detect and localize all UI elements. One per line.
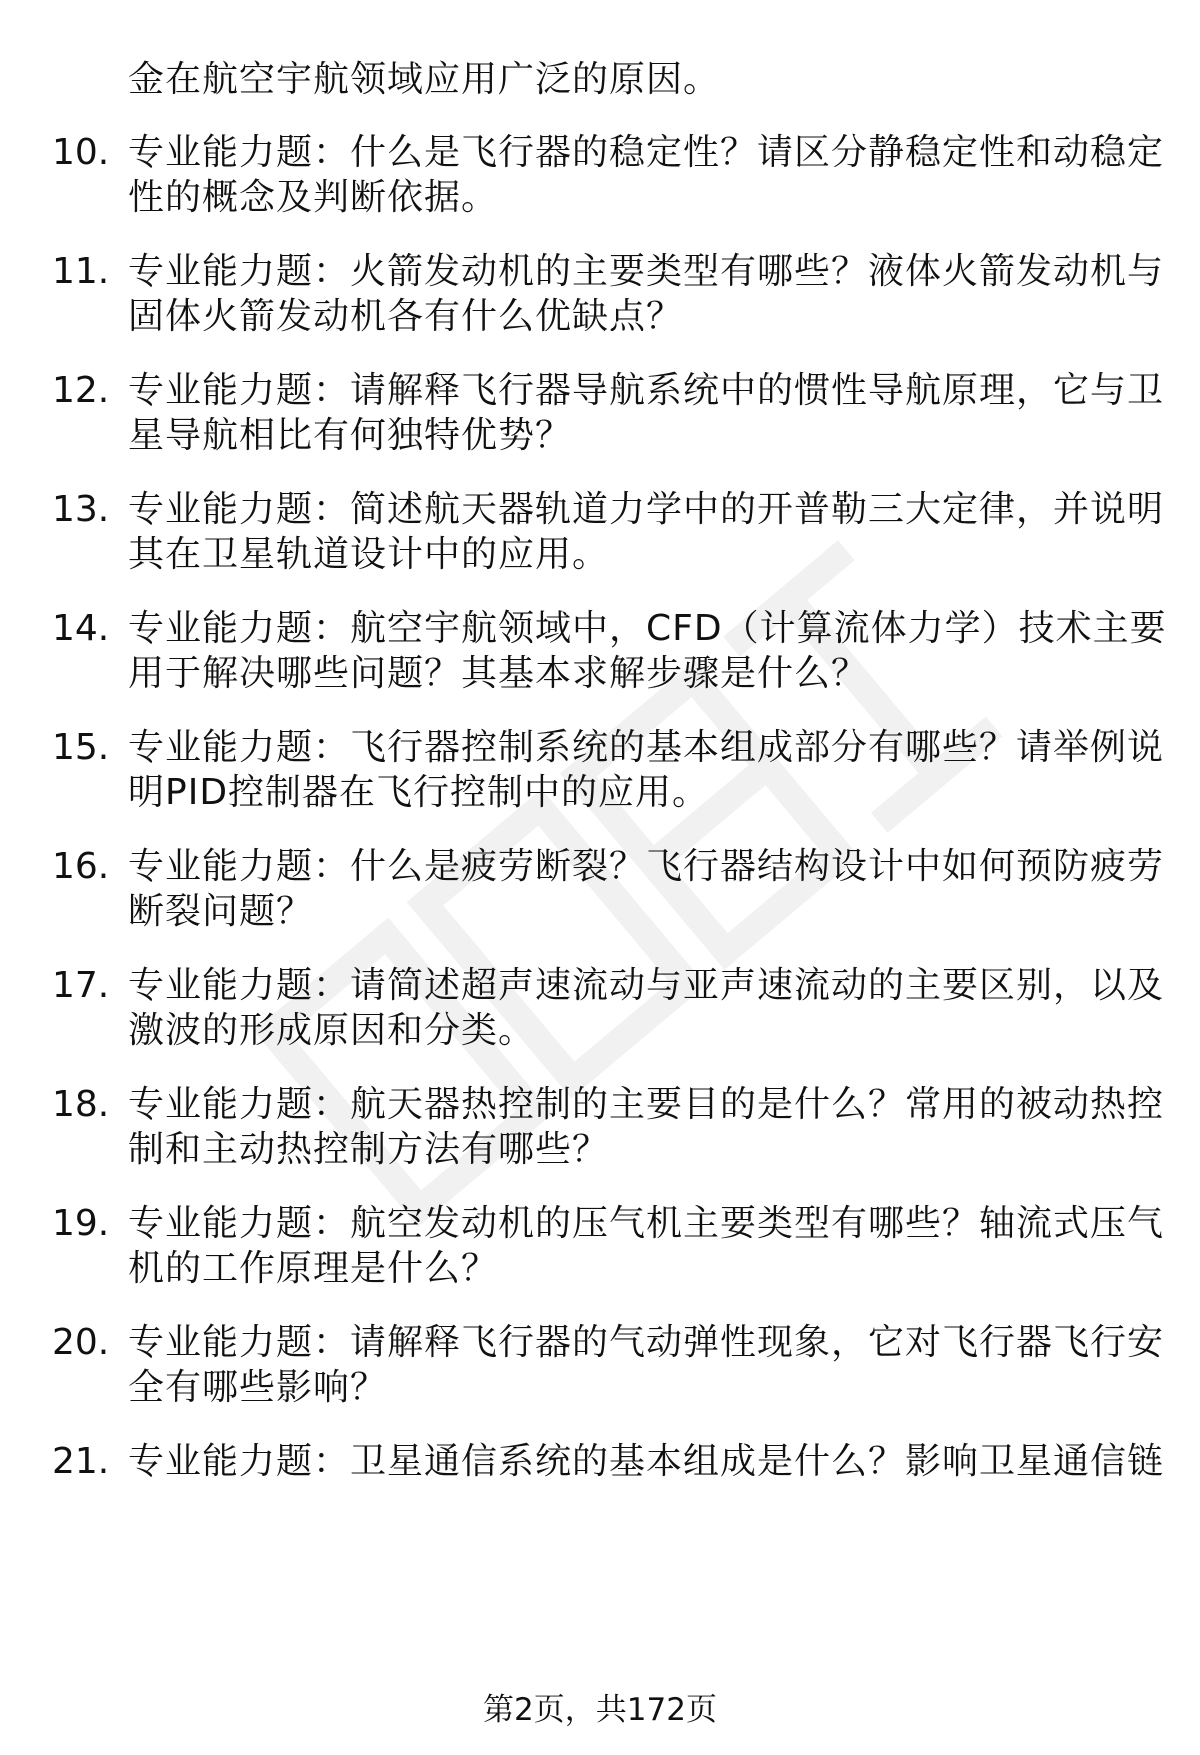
item-text-line1: 专业能力题：请解释飞行器的气动弹性现象，它对飞行器飞行安	[128, 1322, 1165, 1363]
item-text-line2: 机的工作原理是什么？	[128, 1248, 499, 1289]
item-text-line1: 专业能力题：航天器热控制的主要目的是什么？常用的被动热控	[128, 1084, 1165, 1125]
item-text-line1: 专业能力题：请简述超声速流动与亚声速流动的主要区别，以及	[128, 965, 1165, 1006]
item-number: 18.	[52, 1084, 110, 1125]
item-number: 17.	[52, 965, 110, 1006]
item-text-line1: 专业能力题：卫星通信系统的基本组成是什么？影响卫星通信链	[128, 1441, 1165, 1482]
item-number: 15.	[52, 727, 110, 768]
item-number: 14.	[52, 608, 110, 649]
item-number: 20.	[52, 1322, 110, 1363]
continuation-line: 金在航空宇航领域应用广泛的原因。	[128, 59, 721, 100]
item-number: 21.	[52, 1441, 110, 1482]
item-text-line1: 专业能力题：飞行器控制系统的基本组成部分有哪些？请举例说	[128, 727, 1165, 768]
item-number: 12.	[52, 370, 110, 411]
item-text-line2: 全有哪些影响？	[128, 1367, 388, 1408]
item-text-line1: 专业能力题：航空发动机的压气机主要类型有哪些？轴流式压气	[128, 1203, 1165, 1244]
item-number: 11.	[52, 251, 110, 292]
item-text-line1: 专业能力题：请解释飞行器导航系统中的惯性导航原理，它与卫	[128, 370, 1165, 411]
item-text-line1: 专业能力题：航空宇航领域中，CFD（计算流体力学）技术主要	[128, 608, 1167, 649]
item-text-line2: 明PID控制器在飞行控制中的应用。	[128, 772, 710, 813]
item-number: 10.	[52, 132, 110, 173]
item-number: 13.	[52, 489, 110, 530]
item-text-line2: 星导航相比有何独特优势？	[128, 415, 573, 456]
item-text-line2: 用于解决哪些问题？其基本求解步骤是什么？	[128, 653, 869, 694]
item-text-line2: 断裂问题？	[128, 891, 314, 932]
item-text-line2: 激波的形成原因和分类。	[128, 1010, 536, 1051]
item-number: 19.	[52, 1203, 110, 1244]
item-text-line1: 专业能力题：火箭发动机的主要类型有哪些？液体火箭发动机与	[128, 251, 1165, 292]
item-text-line1: 专业能力题：简述航天器轨道力学中的开普勒三大定律，并说明	[128, 489, 1165, 530]
item-number: 16.	[52, 846, 110, 887]
item-text-line2: 其在卫星轨道设计中的应用。	[128, 534, 610, 575]
item-text-line1: 专业能力题：什么是疲劳断裂？飞行器结构设计中如何预防疲劳	[128, 846, 1165, 887]
item-text-line2: 性的概念及判断依据。	[128, 177, 499, 218]
item-text-line2: 制和主动热控制方法有哪些？	[128, 1129, 610, 1170]
page-footer: 第2页，共172页	[483, 1692, 717, 1728]
item-text-line1: 专业能力题：什么是飞行器的稳定性？请区分静稳定性和动稳定	[128, 132, 1165, 173]
item-text-line2: 固体火箭发动机各有什么优缺点？	[128, 296, 684, 337]
